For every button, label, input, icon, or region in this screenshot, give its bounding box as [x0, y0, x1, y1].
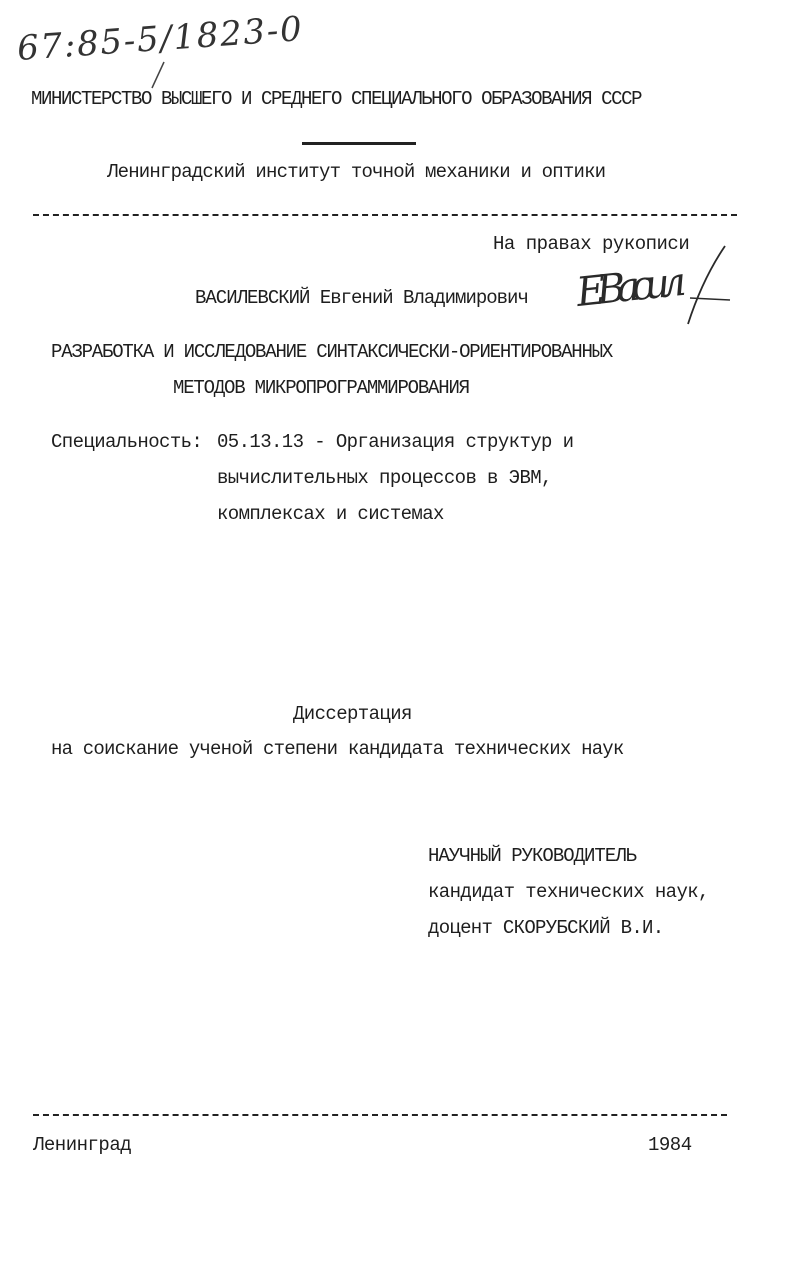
specialty-line-3: комплексах и системах — [217, 503, 444, 525]
city: Ленинград — [33, 1134, 132, 1156]
author-signature — [570, 238, 740, 328]
bottom-divider — [33, 1114, 727, 1116]
short-divider — [302, 142, 416, 145]
advisor-degree: кандидат технических наук, — [428, 881, 709, 903]
svg-text:ЕВасил: ЕВасил — [574, 258, 689, 316]
document-type: Диссертация — [293, 703, 412, 725]
advisor-name: доцент СКОРУБСКИЙ В.И. — [428, 917, 664, 939]
ministry-heading: МИНИСТЕРСТВО ВЫСШЕГО И СРЕДНЕГО СПЕЦИАЛЬНОГО ОБРАЗОВАНИЯ СССР — [31, 88, 642, 110]
thesis-title-line-2: МЕТОДОВ МИКРОПРОГРАММИРОВАНИЯ — [173, 377, 469, 399]
archive-note-text: 67:85-5/1823-0 — [15, 9, 303, 69]
specialty-label: Специальность: — [51, 431, 203, 453]
year: 1984 — [648, 1134, 692, 1156]
author-name: ВАСИЛЕВСКИЙ Евгений Владимирович — [195, 287, 528, 309]
degree-sought: на соискание ученой степени кандидата технических наук — [51, 738, 624, 760]
advisor-heading: НАУЧНЫЙ РУКОВОДИТЕЛЬ — [428, 845, 637, 867]
institute-name: Ленинградский институт точной механики и оптики — [107, 161, 606, 183]
manuscript-rights: На правах рукописи — [493, 233, 690, 255]
handwritten-archive-note — [14, 9, 314, 86]
specialty-line-2: вычислительных процессов в ЭВМ, — [217, 467, 552, 489]
top-divider — [33, 214, 737, 216]
thesis-title-line-1: РАЗРАБОТКА И ИССЛЕДОВАНИЕ СИНТАКСИЧЕСКИ-ОРИЕНТИРОВАННЫХ — [51, 341, 613, 363]
specialty-line-1: 05.13.13 - Организация структур и — [217, 431, 574, 453]
